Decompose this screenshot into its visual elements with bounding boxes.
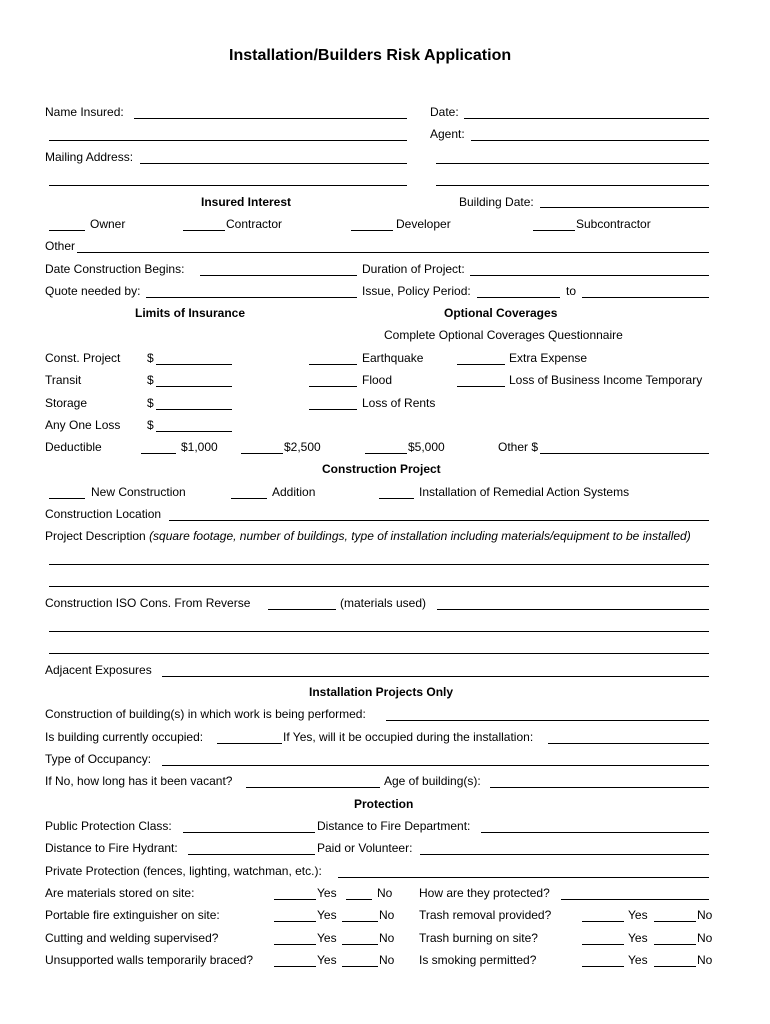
public-class-field[interactable] [183,832,315,833]
construction-heading: Construction Project [322,462,441,476]
deductible-2500-blank[interactable] [241,453,283,454]
yes-label: Yes [317,953,337,967]
storage-label: Storage [45,396,88,410]
yes-label: Yes [317,886,337,900]
duration-label: Duration of Project: [362,262,465,276]
if-yes-field[interactable] [548,743,709,744]
transit-limit-field[interactable] [156,386,232,387]
materials-stored-yes-blank[interactable] [274,899,316,900]
construction-location-label: Construction Location [45,507,162,521]
if-yes-label: If Yes, will it be occupied during the installation: [283,730,534,744]
materials-stored-label: Are materials stored on site: [45,886,195,900]
yes-label: Yes [628,931,648,945]
agent-label: Agent: [430,127,465,141]
walls-braced-no-blank[interactable] [342,966,378,967]
smoking-label: Is smoking permitted? [419,953,537,967]
walls-braced-label: Unsupported walls temporarily braced? [45,953,254,967]
trash-burning-label: Trash burning on site? [419,931,538,945]
other-interest-label: Other [45,239,76,253]
walls-braced-yes-blank[interactable] [274,966,316,967]
occupied-label: Is building currently occupied: [45,730,204,744]
flood-blank[interactable] [309,386,357,387]
occupancy-label: Type of Occupancy: [45,752,152,766]
dollar-sign: $ [147,373,154,387]
addition-label: Addition [272,485,316,499]
agent-line-3[interactable] [436,185,709,186]
no-label: No [379,953,395,967]
transit-label: Transit [45,373,82,387]
construction-begins-label: Date Construction Begins: [45,262,185,276]
materials-stored-no-blank[interactable] [346,899,372,900]
building-date-field[interactable] [540,207,709,208]
dollar-sign: $ [147,418,154,432]
occupancy-field[interactable] [162,765,709,766]
materials-used-label: (materials used) [340,596,427,610]
loss-business-income-label: Loss of Business Income Temporary [509,373,703,387]
const-project-label: Const. Project [45,351,121,365]
policy-period-from-field[interactable] [477,297,560,298]
age-field[interactable] [490,787,709,788]
construction-location-field[interactable] [169,520,709,521]
const-project-limit-field[interactable] [156,364,232,365]
contractor-blank[interactable] [183,230,225,231]
hydrant-distance-field[interactable] [188,854,315,855]
earthquake-label: Earthquake [362,351,424,365]
extinguisher-no-blank[interactable] [342,921,378,922]
loss-rents-blank[interactable] [309,409,357,410]
agent-line-2[interactable] [436,163,709,164]
deductible-1000-blank[interactable] [141,453,176,454]
smoking-no-blank[interactable] [654,966,696,967]
no-label: No [697,908,713,922]
private-protection-label: Private Protection (fences, lighting, watchman, etc.): [45,864,322,878]
deductible-other-label: Other $ [498,440,539,454]
extinguisher-label: Portable fire extinguisher on site: [45,908,220,922]
yes-label: Yes [317,908,337,922]
loss-rents-label: Loss of Rents [362,396,436,410]
addition-blank[interactable] [231,498,267,499]
name-insured-field[interactable] [134,118,407,119]
trash-burning-no-blank[interactable] [654,944,696,945]
adjacent-exposures-label: Adjacent Exposures [45,663,152,677]
name-insured-line-2[interactable] [49,140,407,141]
other-interest-field[interactable] [77,252,709,253]
any-one-loss-label: Any One Loss [45,418,121,432]
if-no-label: If No, how long has it been vacant? [45,774,233,788]
welding-yes-blank[interactable] [274,944,316,945]
limits-heading: Limits of Insurance [135,306,246,320]
hydrant-distance-label: Distance to Fire Hydrant: [45,841,178,855]
date-field[interactable] [464,118,709,119]
project-description-note: (square footage, number of buildings, type of installation including materials/equipment to be installed) [149,529,691,543]
no-label: No [697,953,713,967]
no-label: No [697,931,713,945]
subcontractor-blank[interactable] [533,230,575,231]
yes-label: Yes [628,908,648,922]
fire-dept-distance-field[interactable] [481,832,709,833]
project-description-title: Project Description [45,529,146,543]
page-title: Installation/Builders Risk Application [229,47,512,64]
no-label: No [379,908,395,922]
owner-blank[interactable] [49,230,85,231]
project-description-line-1[interactable] [49,564,709,565]
if-no-field[interactable] [246,787,380,788]
loss-business-income-blank[interactable] [457,386,505,387]
trash-removal-yes-blank[interactable] [582,921,624,922]
age-label: Age of building(s): [384,774,481,788]
building-construction-field[interactable] [386,720,709,721]
smoking-yes-blank[interactable] [582,966,624,967]
subcontractor-label: Subcontractor [576,217,651,231]
mailing-address-field[interactable] [140,163,407,164]
insured-interest-heading: Insured Interest [201,195,292,209]
trash-removal-no-blank[interactable] [654,921,696,922]
policy-period-to-label: to [566,284,577,298]
agent-field[interactable] [471,140,709,141]
deductible-5000-blank[interactable] [365,453,407,454]
occupied-field[interactable] [217,743,282,744]
extra-expense-label: Extra Expense [509,351,588,365]
no-label: No [379,931,395,945]
materials-line-3[interactable] [49,653,709,654]
welding-no-blank[interactable] [342,944,378,945]
deductible-1000-label: $1,000 [181,440,218,454]
duration-field[interactable] [470,275,709,276]
trash-removal-label: Trash removal provided? [419,908,552,922]
deductible-5000-label: $5,000 [408,440,445,454]
yes-label: Yes [317,931,337,945]
construction-begins-field[interactable] [200,275,357,276]
mailing-address-label: Mailing Address: [45,150,134,164]
extinguisher-yes-blank[interactable] [274,921,316,922]
remedial-blank[interactable] [379,498,414,499]
protection-heading: Protection [354,797,414,811]
installation-heading: Installation Projects Only [309,685,454,699]
dollar-sign: $ [147,351,154,365]
materials-used-field[interactable] [437,609,709,610]
mailing-address-line-2[interactable] [49,185,407,186]
optional-questionnaire-note: Complete Optional Coverages Questionnaire [384,328,623,342]
storage-limit-field[interactable] [156,409,232,410]
iso-field[interactable] [268,609,336,610]
any-one-loss-limit-field[interactable] [156,431,232,432]
quote-needed-label: Quote needed by: [45,284,141,298]
remedial-label: Installation of Remedial Action Systems [419,485,630,499]
flood-label: Flood [362,373,393,387]
no-label: No [377,886,393,900]
deductible-other-field[interactable] [540,453,709,454]
building-construction-label: Construction of building(s) in which work is being performed: [45,707,366,721]
iso-label: Construction ISO Cons. From Reverse [45,596,251,610]
building-date-label: Building Date: [459,195,534,209]
adjacent-exposures-field[interactable] [162,676,709,677]
deductible-label: Deductible [45,440,102,454]
project-description-line-2[interactable] [49,586,709,587]
how-protected-field[interactable] [561,899,709,900]
owner-label: Owner [90,217,126,231]
contractor-label: Contractor [226,217,283,231]
new-construction-blank[interactable] [49,498,85,499]
public-class-label: Public Protection Class: [45,819,172,833]
paid-volunteer-field[interactable] [420,854,709,855]
deductible-2500-label: $2,500 [284,440,321,454]
trash-burning-yes-blank[interactable] [582,944,624,945]
private-protection-field[interactable] [338,877,709,878]
optional-heading: Optional Coverages [444,306,558,320]
extra-expense-blank[interactable] [457,364,505,365]
name-insured-label: Name Insured: [45,105,124,119]
yes-label: Yes [628,953,648,967]
policy-period-to-field[interactable] [582,297,709,298]
earthquake-blank[interactable] [309,364,357,365]
fire-dept-distance-label: Distance to Fire Department: [317,819,471,833]
developer-blank[interactable] [351,230,393,231]
new-construction-label: New Construction [91,485,186,499]
date-label: Date: [430,105,459,119]
materials-line-2[interactable] [49,631,709,632]
how-protected-label: How are they protected? [419,886,550,900]
policy-period-label: Issue, Policy Period: [362,284,471,298]
developer-label: Developer [396,217,451,231]
quote-needed-field[interactable] [146,297,357,298]
project-description-label [45,529,691,543]
welding-label: Cutting and welding supervised? [45,931,219,945]
paid-volunteer-label: Paid or Volunteer: [317,841,413,855]
dollar-sign: $ [147,396,154,410]
